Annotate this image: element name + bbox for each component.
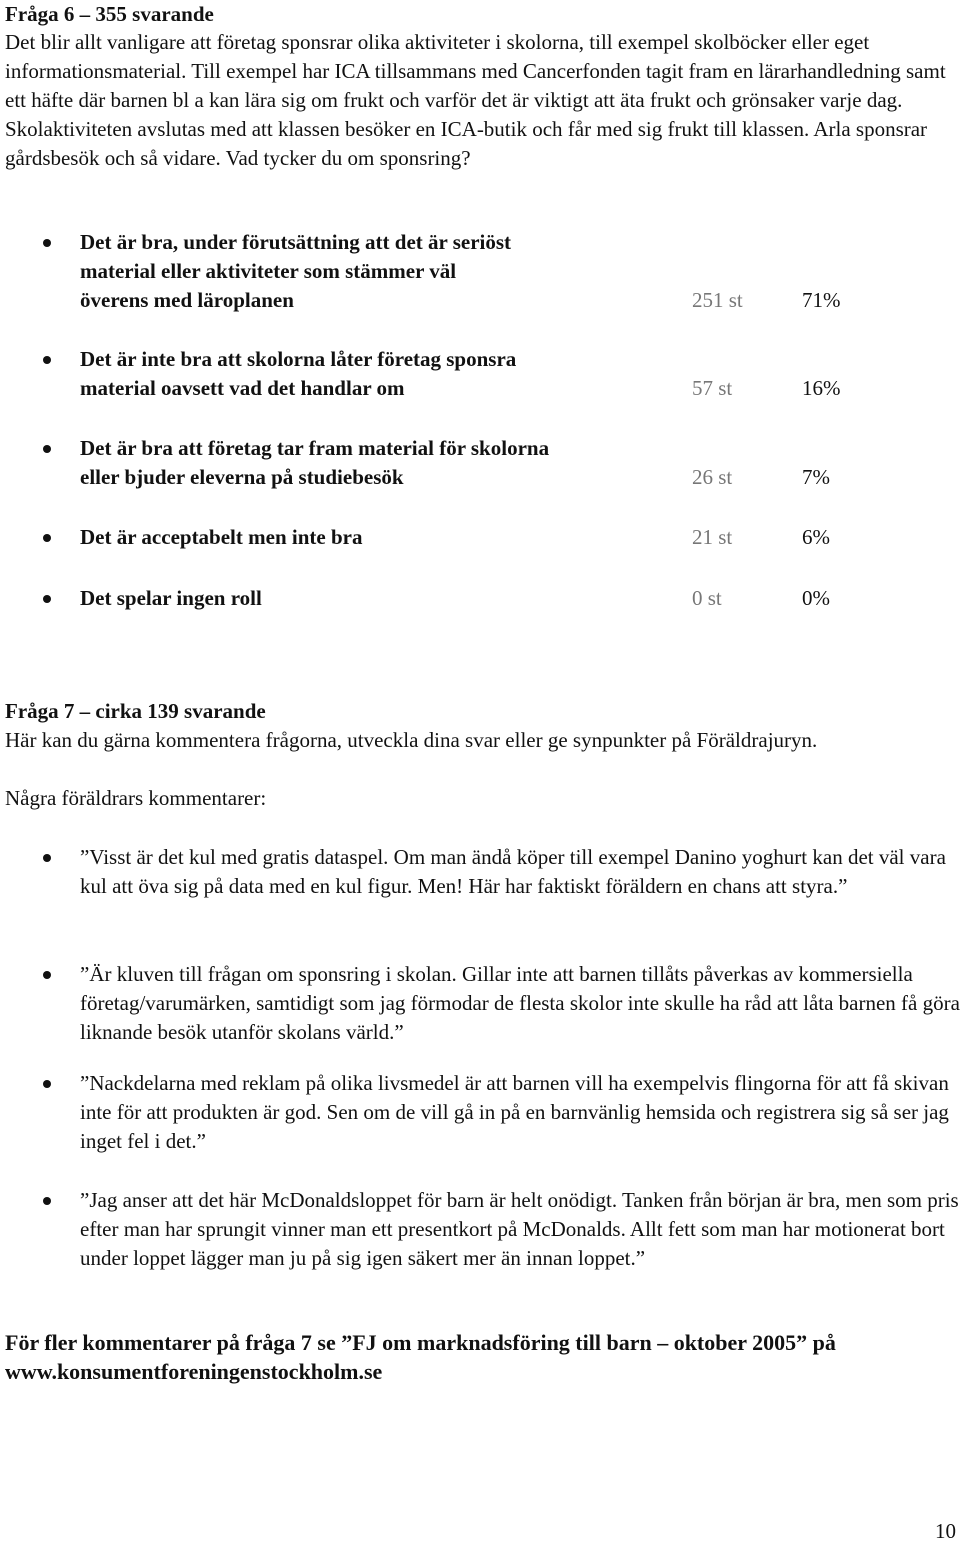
- question-6-heading: Fråga 6 – 355 svarande: [5, 2, 214, 26]
- question-7-text: Här kan du gärna kommentera frågorna, utveckla dina svar eller ge synpunkter på Föräldrajuryn.: [5, 728, 818, 752]
- bullet-icon: [43, 854, 51, 862]
- question-6-text: Det blir allt vanligare att företag sponsrar olika aktiviteter i skolorna, till exempel skolböcker eller eget informationsmaterial. Till exempel har ICA tillsammans med Cancerfonden tagit fram en lärarhandledning samt ett häfte där barnen bl a kan lära sig om frukt och varför det är viktigt att äta frukt och grönsaker varje dag. Skolaktiviteten avslutas med att klassen besöker en ICA-butik och får med sig frukt till klassen. Arla sponsrar gårdsbesök och så vidare. Vad tycker du om sponsring?: [5, 30, 946, 170]
- bullet-icon: [43, 356, 51, 364]
- bullet-icon: [43, 1080, 51, 1088]
- answer-option-label: Det är bra att företag tar fram material för skolorna eller bjuder eleverna på studiebesök: [80, 436, 550, 489]
- bullet-icon: [43, 971, 51, 979]
- page-number: 10: [935, 1519, 956, 1543]
- comments-intro: Några föräldrars kommentarer:: [5, 786, 267, 810]
- comment-text: ”Är kluven till frågan om sponsring i skolan. Gillar inte att barnen tillåts påverkas av kommersiella företag/varumärken, samtidigt som jag förmodar de flesta skolor inte skulle ha råd att låta barnen få göra liknande besök utanför skolans värld.”: [80, 962, 960, 1044]
- answer-option-label: Det är acceptabelt men inte bra: [80, 525, 363, 549]
- bullet-icon: [43, 1197, 51, 1205]
- answer-percent: 7%: [802, 465, 830, 489]
- answer-count: 26 st: [692, 465, 733, 489]
- bullet-icon: [43, 595, 51, 603]
- comment-text: ”Visst är det kul med gratis dataspel. Om man ändå köper till exempel Danino yoghurt kan det väl vara kul att öva sig på data med en kul figur. Men! Här har faktiskt föräldern en chans att styra.”: [80, 845, 946, 898]
- answer-percent: 6%: [802, 525, 830, 549]
- question-7-heading: Fråga 7 – cirka 139 svarande: [5, 699, 266, 723]
- comment-text: ”Nackdelarna med reklam på olika livsmedel är att barnen vill ha exempelvis flingorna för att få skivan inte för att produkten är god. Sen om de vill gå in på en barnvänlig hemsida och registrera sig så ser jag inget fel i det.”: [80, 1071, 949, 1153]
- answer-option-label: Det spelar ingen roll: [80, 586, 262, 610]
- bullet-icon: [43, 534, 51, 542]
- answer-percent: 0%: [802, 586, 830, 610]
- footer-note: För fler kommentarer på fråga 7 se ”FJ om marknadsföring till barn – oktober 2005” på www.konsumentforeningenstockholm.se: [5, 1330, 836, 1384]
- answer-count: 251 st: [692, 288, 743, 312]
- answer-count: 57 st: [692, 376, 733, 400]
- answer-percent: 16%: [802, 376, 841, 400]
- answer-option-label: Det är bra, under förutsättning att det är seriöst material eller aktiviteter som stämmer väl överens med läroplanen: [80, 230, 512, 312]
- bullet-icon: [43, 445, 51, 453]
- bullet-icon: [43, 239, 51, 247]
- answer-count: 0 st: [692, 586, 722, 610]
- comment-text: ”Jag anser att det här McDonaldsloppet för barn är helt onödigt. Tanken från början är bra, men som pris efter man har sprungit vinner man ett presentkort på McDonalds. Allt fett som man har motionerat bort under loppet lägger man ju på sig igen säkert mer än innan loppet.”: [80, 1188, 959, 1270]
- answer-count: 21 st: [692, 525, 733, 549]
- answer-percent: 71%: [802, 288, 841, 312]
- answer-option-label: Det är inte bra att skolorna låter företag sponsra material oavsett vad det handlar om: [80, 347, 517, 400]
